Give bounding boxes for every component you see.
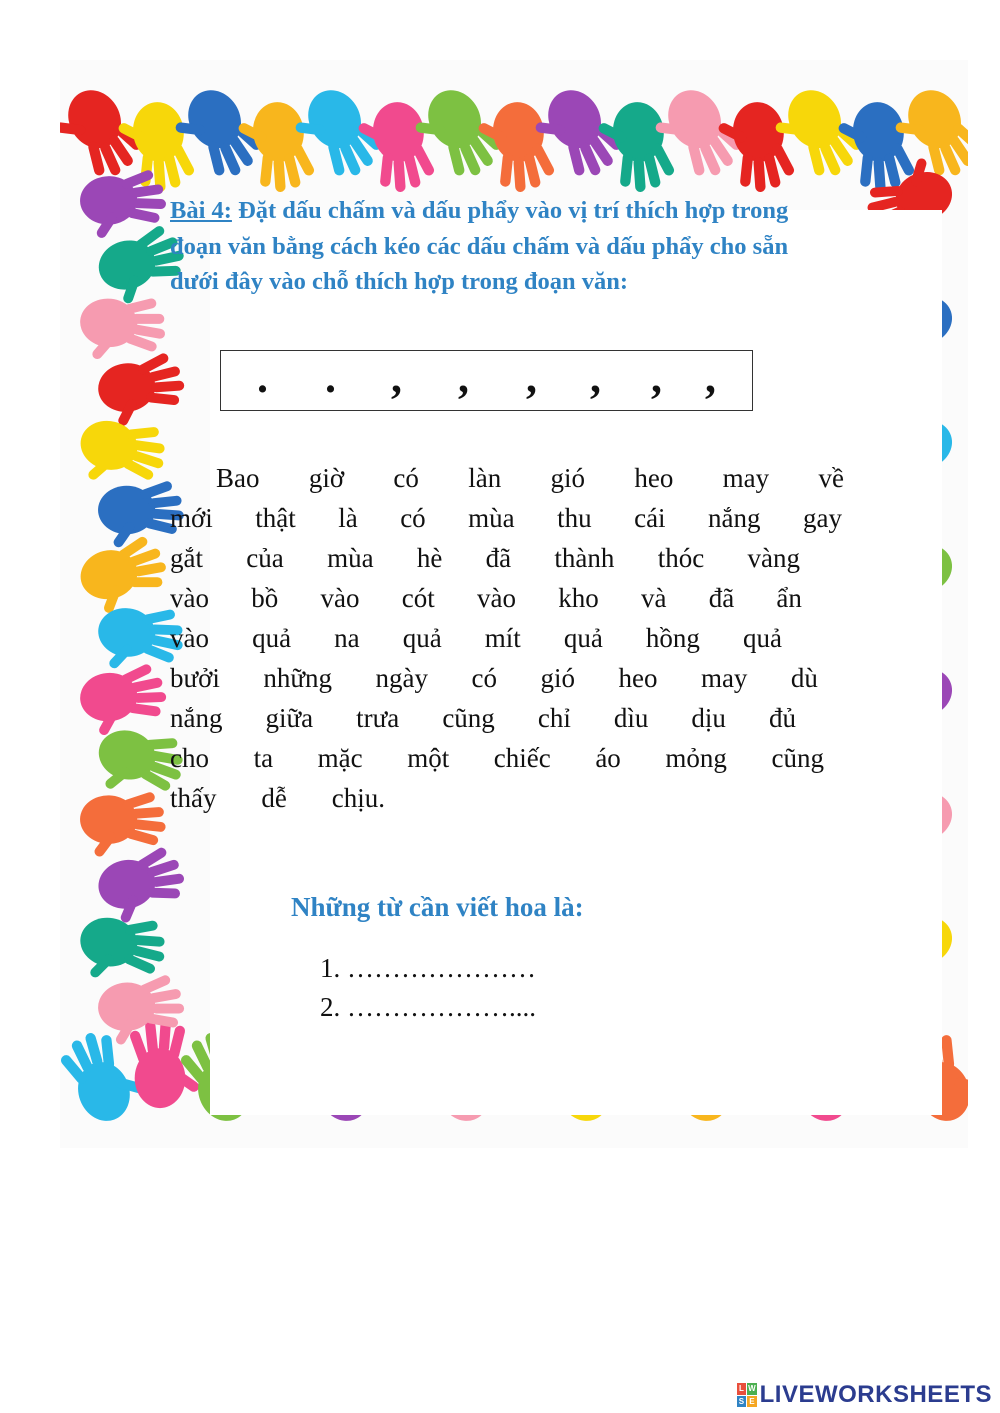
- passage-word[interactable]: hè: [416, 543, 443, 573]
- passage-word[interactable]: thật: [255, 503, 296, 533]
- passage-word[interactable]: mít: [484, 623, 521, 653]
- passage-word[interactable]: ẩn: [776, 583, 802, 613]
- answer-row-1: [320, 953, 536, 984]
- hand-print-icon: [234, 98, 318, 197]
- hand-print-icon: [714, 98, 798, 197]
- passage-word[interactable]: cót: [401, 583, 435, 613]
- passage-word[interactable]: gió: [540, 663, 575, 693]
- passage-word[interactable]: có: [393, 463, 419, 493]
- passage-word[interactable]: quả: [402, 623, 442, 653]
- passage-word[interactable]: làn: [468, 463, 502, 493]
- passage-word[interactable]: mặc: [317, 743, 363, 773]
- hand-print-icon: [94, 350, 189, 431]
- passage-word[interactable]: vào: [476, 583, 516, 613]
- draggable-comma-5[interactable]: ,: [651, 353, 662, 402]
- passage-word[interactable]: áo: [595, 743, 621, 773]
- logo-letter-2: W: [748, 1384, 756, 1393]
- passage-word[interactable]: trưa: [356, 703, 400, 733]
- answer-number-1: 1.: [320, 953, 341, 983]
- answer-blank-1[interactable]: …………………: [347, 953, 536, 983]
- passage-word[interactable]: mùa: [327, 543, 374, 573]
- hand-print-icon: [93, 843, 192, 929]
- passage-word[interactable]: cho: [170, 743, 209, 773]
- passage-line: [170, 658, 818, 698]
- passage-word[interactable]: cái: [634, 503, 666, 533]
- punctuation-bank: [220, 350, 753, 411]
- passage-word[interactable]: vào: [170, 583, 209, 613]
- passage-word[interactable]: mùa: [468, 503, 515, 533]
- passage-word[interactable]: na: [334, 623, 360, 653]
- answer-blank-2[interactable]: ………………....: [347, 992, 536, 1022]
- passage-line: [170, 498, 842, 538]
- passage-word[interactable]: dù: [790, 663, 818, 693]
- hand-print-icon: [354, 98, 438, 197]
- passage-line: [170, 618, 782, 658]
- draggable-comma-1[interactable]: ,: [391, 353, 402, 402]
- hand-print-icon: [474, 98, 558, 197]
- passage-word[interactable]: mới: [170, 503, 213, 533]
- passage-word[interactable]: may: [722, 463, 770, 493]
- hand-print-icon: [594, 98, 678, 197]
- passage-word[interactable]: bưởi: [170, 663, 220, 693]
- passage-word[interactable]: mỏng: [665, 743, 727, 773]
- exercise-instruction: [170, 193, 870, 300]
- instruction-line-1: Đặt dấu chấm và dấu phẩy vào vị trí thích hợp trong: [231, 197, 789, 224]
- instruction-line-2: đoạn văn bằng cách kéo các dấu chấm và dấu phẩy cho sẵn: [170, 232, 789, 260]
- passage-word[interactable]: giữa: [265, 703, 314, 733]
- passage-line: [170, 578, 802, 618]
- logo-letter-1: L: [737, 1383, 747, 1395]
- passage-word[interactable]: về: [818, 463, 844, 493]
- passage-word[interactable]: của: [246, 543, 284, 573]
- draggable-comma-6[interactable]: ,: [705, 353, 716, 402]
- passage-word[interactable]: có: [471, 663, 497, 693]
- draggable-comma-3[interactable]: ,: [526, 353, 537, 402]
- passage-line: [170, 538, 800, 578]
- passage-word[interactable]: và: [640, 583, 667, 613]
- passage-word[interactable]: hồng: [645, 623, 700, 653]
- passage-word[interactable]: heo: [634, 463, 674, 493]
- passage-word[interactable]: dìu: [613, 703, 649, 733]
- passage-word[interactable]: vào: [170, 623, 209, 653]
- liveworksheets-logo: [737, 1381, 992, 1409]
- passage-word[interactable]: có: [400, 503, 426, 533]
- passage-line: [170, 738, 824, 778]
- passage-word[interactable]: may: [700, 663, 748, 693]
- passage-word[interactable]: ngày: [375, 663, 429, 693]
- draggable-period-2[interactable]: .: [325, 353, 336, 402]
- passage-line: [170, 778, 385, 818]
- passage-word[interactable]: kho: [558, 583, 599, 613]
- logo-letter-3: S: [737, 1396, 747, 1408]
- passage-word[interactable]: dịu: [691, 703, 726, 733]
- passage-word[interactable]: một: [407, 743, 450, 773]
- passage-word[interactable]: giờ: [308, 463, 345, 493]
- passage-word[interactable]: nắng: [170, 703, 223, 733]
- passage-word[interactable]: heo: [618, 663, 658, 693]
- draggable-comma-4[interactable]: ,: [590, 353, 601, 402]
- passage-word[interactable]: quả: [563, 623, 603, 653]
- hand-print-icon: [79, 789, 167, 861]
- passage-word[interactable]: quả: [252, 623, 292, 653]
- passage-word[interactable]: thành: [554, 543, 615, 573]
- passage-word[interactable]: chỉ: [537, 703, 571, 733]
- passage-word[interactable]: bồ: [251, 583, 279, 613]
- passage-word[interactable]: là: [338, 503, 358, 533]
- hand-print-icon: [76, 290, 169, 368]
- passage-word[interactable]: dễ: [261, 783, 287, 813]
- passage-word[interactable]: vàng: [747, 543, 800, 573]
- passage-word[interactable]: thu: [557, 503, 592, 533]
- passage-word[interactable]: gắt: [170, 543, 203, 573]
- hand-print-icon: [77, 661, 170, 739]
- passage-word[interactable]: nắng: [708, 503, 761, 533]
- instruction-line-3: dưới đây vào chỗ thích hợp trong đoạn văn:: [170, 268, 628, 295]
- passage-word[interactable]: gió: [550, 463, 586, 493]
- passage-word[interactable]: Bao: [216, 463, 260, 493]
- answer-number-2: 2.: [320, 992, 341, 1022]
- passage-word[interactable]: đã: [708, 583, 735, 613]
- passage-word[interactable]: đã: [485, 543, 512, 573]
- passage-word[interactable]: cũng: [442, 703, 495, 733]
- passage-word[interactable]: những: [263, 663, 333, 693]
- passage-line: [216, 458, 844, 498]
- logo-icon: [737, 1383, 757, 1407]
- passage-word[interactable]: cũng: [771, 743, 824, 773]
- draggable-comma-2[interactable]: ,: [458, 353, 469, 402]
- passage-word[interactable]: chiếc: [493, 743, 551, 773]
- passage-word[interactable]: gay: [803, 503, 842, 533]
- passage-word[interactable]: chịu.: [331, 783, 385, 813]
- brand-name: LIVEWORKSHEETS: [759, 1381, 992, 1408]
- exercise-title: Bài 4:: [170, 197, 232, 224]
- passage-line: [170, 698, 796, 738]
- draggable-period-1[interactable]: .: [257, 353, 268, 402]
- logo-letter-4: E: [747, 1396, 757, 1408]
- passage-word[interactable]: ta: [253, 743, 274, 773]
- passage-word[interactable]: quả: [742, 623, 782, 653]
- hand-print-icon: [74, 532, 174, 620]
- passage-word[interactable]: vào: [320, 583, 360, 613]
- passage-word[interactable]: đủ: [768, 703, 796, 733]
- answer-row-2: [320, 992, 536, 1023]
- capitalize-prompt: Những từ cần viết hoa là:: [291, 892, 584, 922]
- passage-word[interactable]: thấy: [170, 783, 217, 813]
- passage-word[interactable]: thóc: [657, 543, 705, 573]
